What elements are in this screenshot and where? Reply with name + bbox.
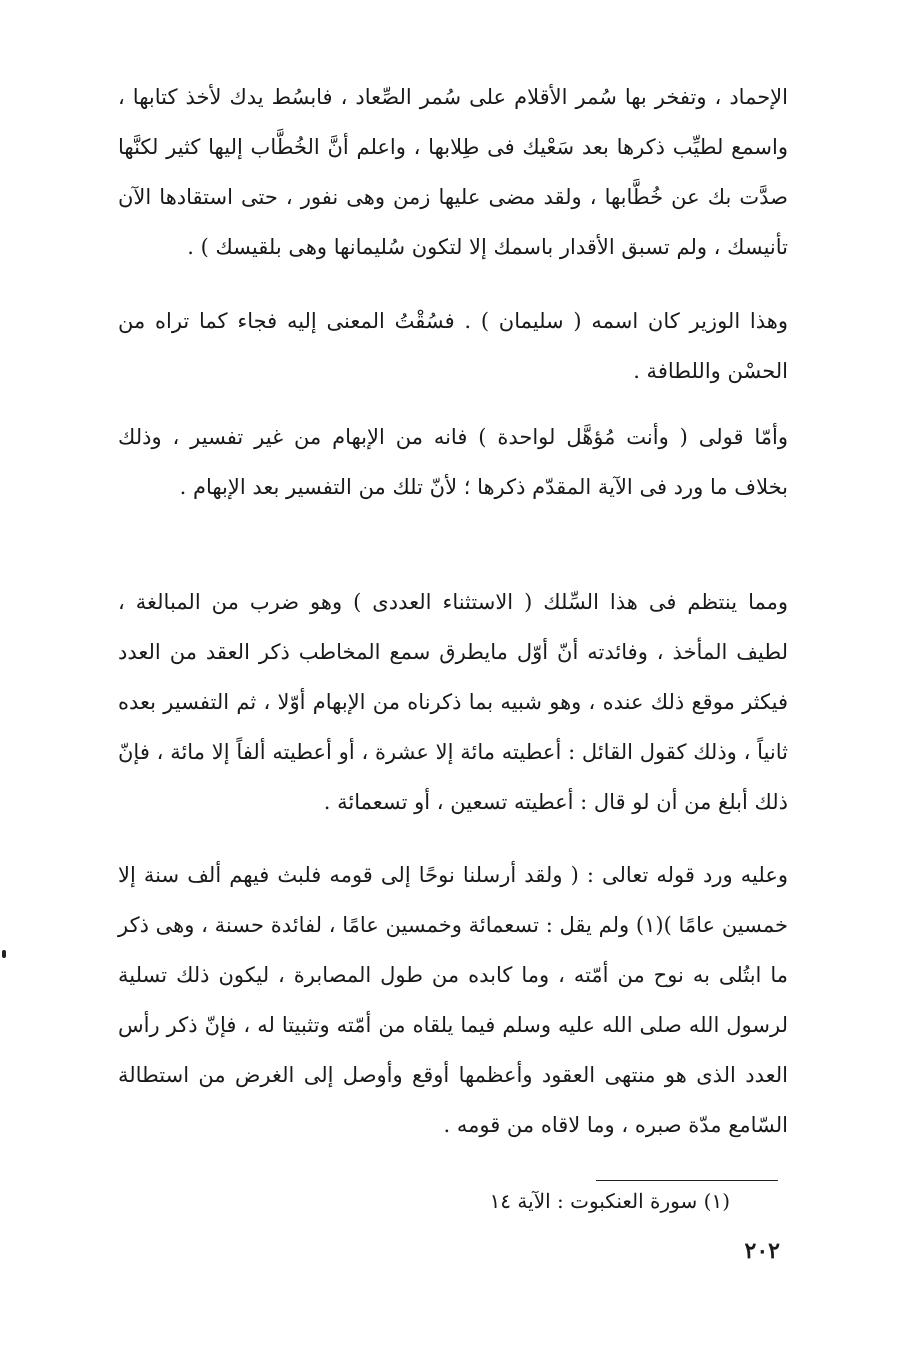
paragraph-2: وهذا الوزير كان اسمه ( سليمان ) . فسُقْتُ المعنى إليه فجاء كما تراه من الحسْن واللطافة . — [118, 309, 788, 383]
footnote: (١) سورة العنكبوت : الآية ١٤ — [489, 1189, 730, 1213]
paragraph-4: ومما ينتظم فى هذا السِّلك ( الاستثناء العددى ) وهو ضرب من المبالغة ، لطيف المأخذ ، وفائدته أنّ أوّل مايطرق سمع المخاطب ذكر العقد من العدد فيكثر موقع ذلك عنده ، وهو شبيه بما ذكرناه من الإبهام أوّلا ، ثم التفسير بعده ثانياً ، وذلك كقول القائل : أعطيته مائة إلا عشرة ، أو أعطيته ألفاً إلا مائة ، فإنّ ذلك أبلغ من أن لو قال : أعطيته تسعين ، أو تسعمائة . — [118, 590, 788, 814]
page-number: ٢٠٢ — [744, 1238, 780, 1264]
scan-mark — [2, 950, 6, 958]
footnote-separator — [596, 1180, 778, 1181]
paragraph-1: الإحماد ، وتفخر بها سُمر الأقلام على سُمر الصِّعاد ، فابسُط يدك لأخذ كتابها ، واسمع لطيِّب ذكرها بعد سَعْيك فى طِلابها ، واعلم أنَّ الخُطَّاب إليها كثير لكنَّها صدَّت بك عن خُطَّابها ، ولقد مضى عليها زمن وهى نفور ، حتى استقادها الآن تأنيسك ، ولم تسبق الأقدار باسمك إلا لتكون سُليمانها وهى بلقيسك ) . — [118, 85, 788, 259]
paragraph-5: وعليه ورد قوله تعالى : ( ولقد أرسلنا نوحًا إلى قومه فلبث فيهم ألف سنة إلا خمسين عامًا )(١) ولم يقل : تسعمائة وخمسين عامًا ، لفائدة حسنة ، وهى ذكر ما ابتُلى به نوح من أمّته ، وما كابده من طول المصابرة ، ليكون ذلك تسلية لرسول الله صلى الله عليه وسلم فيما يلقاه من أمّته وتثبيتا له ، فإنّ ذكر رأس العدد الذى هو منتهى العقود وأعظمها أوقع وأوصل إلى الغرض من استطالة السّامع مدّة صبره ، وما لاقاه من قومه . — [118, 863, 788, 1137]
paragraph-3: وأمّا قولى ( وأنت مُؤهَّل لواحدة ) فانه من الإبهام من غير تفسير ، وذلك بخلاف ما ورد فى الآية المقدّم ذكرها ؛ لأنّ تلك من التفسير بعد الإبهام . — [118, 425, 788, 499]
